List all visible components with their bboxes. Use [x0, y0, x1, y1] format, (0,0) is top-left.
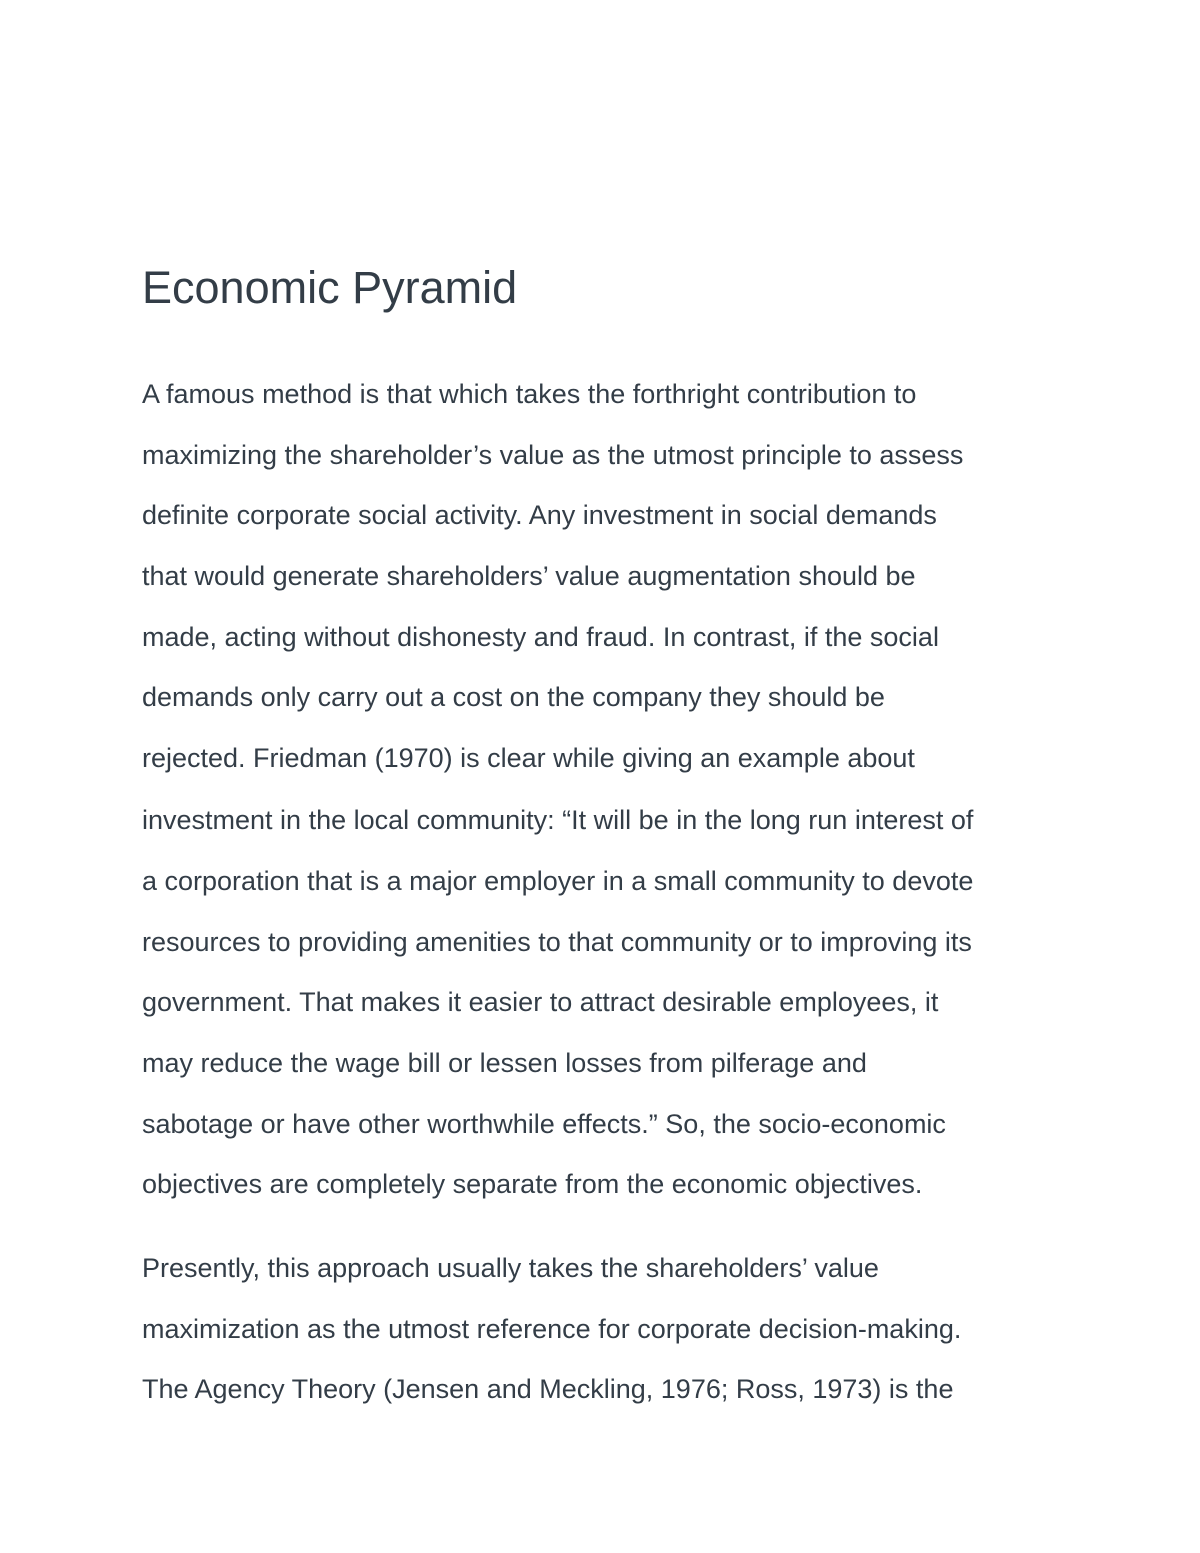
text-line: Presently, this approach usually takes the shareholders’ value [142, 1253, 879, 1283]
text-line: a corporation that is a major employer in a small community to devote [142, 866, 974, 896]
text-line: that would generate shareholders’ value augmentation should be [142, 561, 916, 591]
text-line: demands only carry out a cost on the company they should be [142, 682, 885, 712]
text-line: may reduce the wage bill or lessen losses from pilferage and [142, 1048, 867, 1078]
text-line: resources to providing amenities to that community or to improving its [142, 927, 972, 957]
text-line: investment in the local community: “It will be in the long run interest of [142, 805, 974, 835]
text-line: rejected. Friedman (1970) is clear while giving an example about [142, 743, 915, 773]
document-title: Economic Pyramid [142, 262, 518, 313]
text-line: The Agency Theory (Jensen and Meckling, 1976; Ross, 1973) is the [142, 1374, 954, 1404]
text-line: maximizing the shareholder’s value as the utmost principle to assess [142, 440, 964, 470]
text-line: government. That makes it easier to attract desirable employees, it [142, 987, 939, 1017]
text-line: maximization as the utmost reference for corporate decision-making. [142, 1314, 962, 1344]
text-line: definite corporate social activity. Any investment in social demands [142, 500, 937, 530]
text-line: sabotage or have other worthwhile effects.” So, the socio-economic [142, 1109, 946, 1139]
text-line: A famous method is that which takes the forthright contribution to [142, 379, 917, 409]
text-line: made, acting without dishonesty and fraud. In contrast, if the social [142, 622, 939, 652]
text-line: objectives are completely separate from the economic objectives. [142, 1169, 923, 1199]
